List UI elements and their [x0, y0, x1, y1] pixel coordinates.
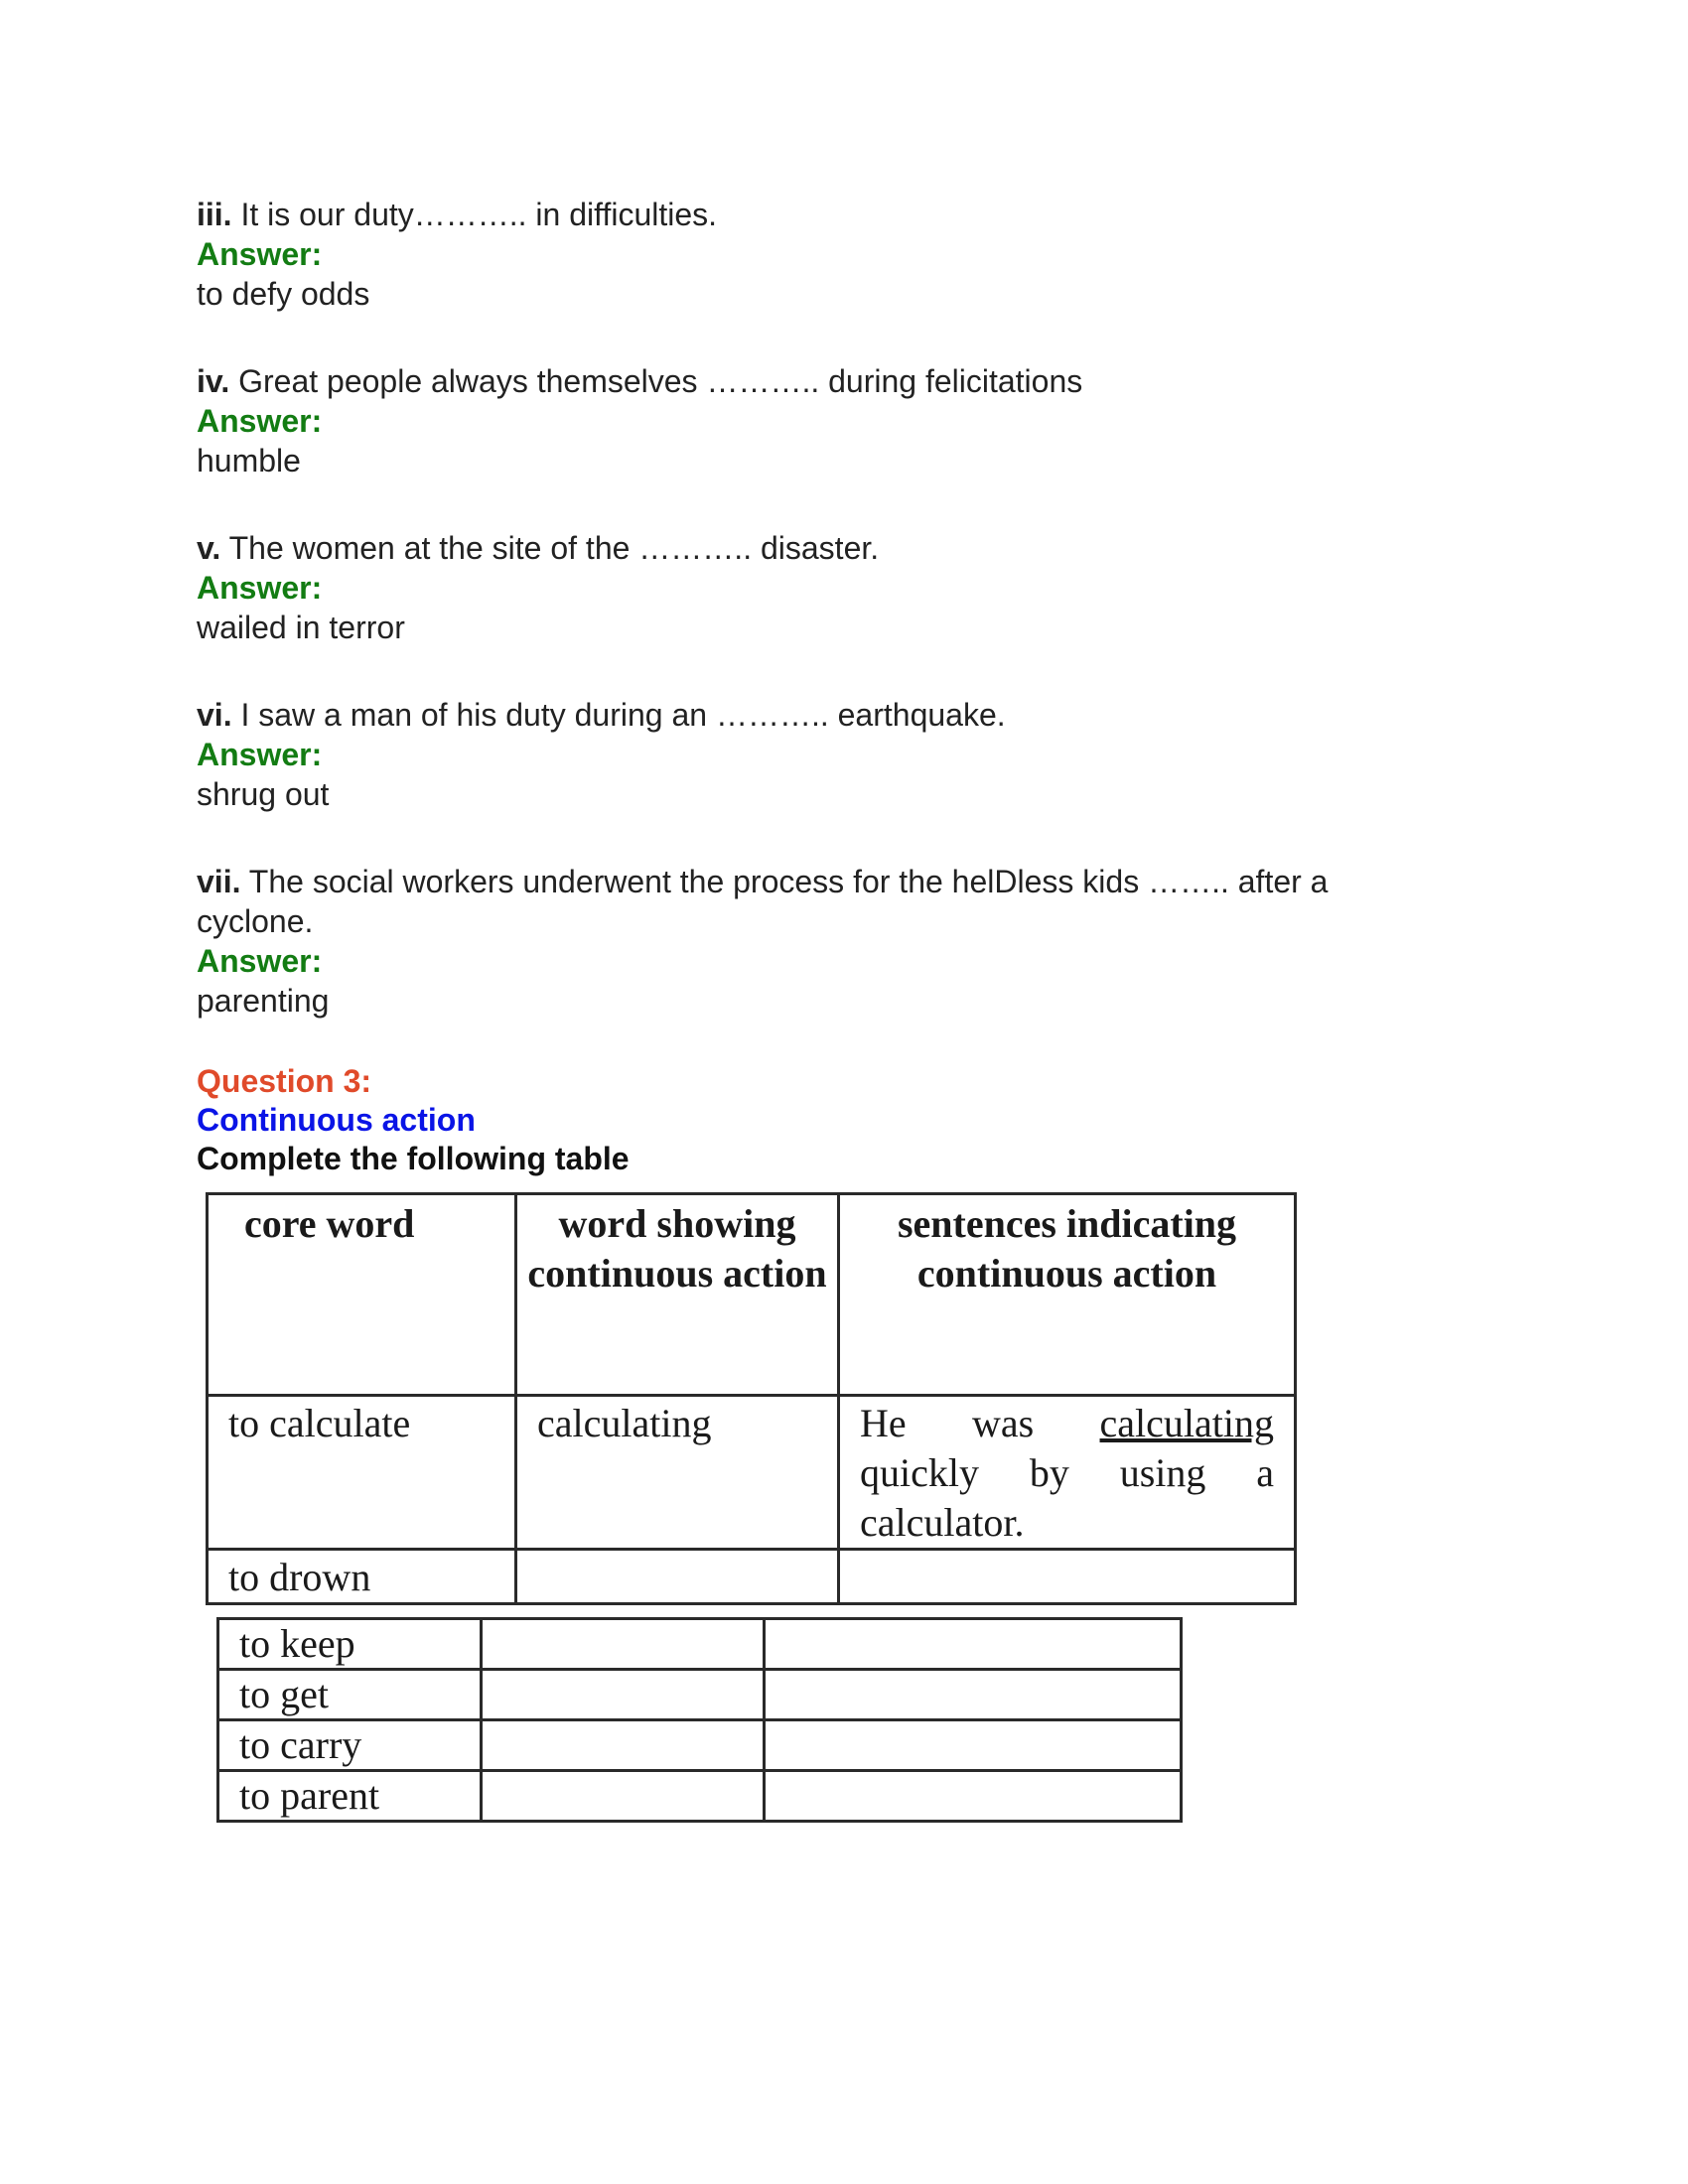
question-number: vii.: [197, 864, 241, 899]
question-number: iii.: [197, 197, 232, 232]
question-number: iv.: [197, 363, 230, 399]
sentence-underlined-word: calculating: [1099, 1401, 1274, 1445]
answer-label: Answer:: [197, 570, 323, 606]
header-word-showing: word showing continuous action: [516, 1194, 839, 1396]
question-text: [197, 862, 1388, 941]
cell-continuous-word: calculating: [516, 1396, 839, 1550]
header-sentences: sentences indicating continuous action: [839, 1194, 1296, 1396]
table-row: [208, 1396, 1296, 1550]
answer-text: wailed in terror: [197, 610, 405, 645]
question-3-subtitle: Continuous action: [197, 1102, 476, 1138]
question-3-section: [197, 1062, 1487, 1823]
cell-core-word: to drown: [208, 1550, 516, 1604]
question-text: [197, 361, 1487, 401]
question-iv: [197, 361, 1487, 480]
cell-core-word: to get: [218, 1670, 482, 1720]
question-body: It is our duty……….. in difficulties.: [231, 197, 718, 232]
table-row: [218, 1670, 1182, 1720]
page-content: [197, 195, 1487, 1823]
continuous-action-table-continued: [216, 1617, 1183, 1823]
question-text: [197, 195, 1487, 234]
cell-continuous-word-empty: [482, 1670, 765, 1720]
answer-label: Answer:: [197, 403, 323, 439]
answer-label: Answer:: [197, 943, 323, 979]
cell-sentence-empty: [765, 1670, 1182, 1720]
cell-continuous-word-empty: [482, 1619, 765, 1670]
question-v: [197, 528, 1487, 647]
cell-core-word: to parent: [218, 1771, 482, 1822]
question-text: [197, 528, 1487, 568]
answer-text: humble: [197, 443, 301, 478]
cell-core-word: to carry: [218, 1720, 482, 1771]
cell-sentence-empty: [765, 1771, 1182, 1822]
answer-label: Answer:: [197, 236, 323, 272]
table-header-row: [208, 1194, 1296, 1396]
answer-label: Answer:: [197, 737, 323, 772]
sentence-end: quickly by using a calculator.: [860, 1450, 1274, 1545]
cell-continuous-word-empty: [482, 1720, 765, 1771]
question-iii: [197, 195, 1487, 314]
cell-sentence: [839, 1396, 1296, 1550]
question-3-instruction: Complete the following table: [197, 1141, 630, 1176]
question-body: The social workers underwent the process for the helDless kids …….. after a cyclone.: [197, 864, 1329, 939]
question-vi: [197, 695, 1487, 814]
question-body: The women at the site of the ……….. disaster.: [220, 530, 880, 566]
answer-text: shrug out: [197, 776, 330, 812]
table-row: [208, 1550, 1296, 1604]
continuous-action-table: [206, 1192, 1297, 1605]
sentence-start: He was: [860, 1401, 1100, 1445]
answer-text: parenting: [197, 983, 330, 1019]
cell-continuous-word-empty: [516, 1550, 839, 1604]
cell-continuous-word-empty: [482, 1771, 765, 1822]
question-body: I saw a man of his duty during an ……….. earthquake.: [231, 697, 1006, 733]
table-row: [218, 1720, 1182, 1771]
table-row: [218, 1619, 1182, 1670]
cell-sentence-empty: [765, 1720, 1182, 1771]
question-body: Great people always themselves ……….. during felicitations: [229, 363, 1083, 399]
cell-sentence-empty: [839, 1550, 1296, 1604]
cell-core-word: to keep: [218, 1619, 482, 1670]
question-number: v.: [197, 530, 221, 566]
header-core-word: core word: [208, 1194, 516, 1396]
question-number: vi.: [197, 697, 232, 733]
cell-core-word: to calculate: [208, 1396, 516, 1550]
question-3-title: Question 3:: [197, 1063, 372, 1099]
cell-sentence-empty: [765, 1619, 1182, 1670]
question-text: [197, 695, 1487, 735]
scanned-table-image: [197, 1192, 1487, 1823]
answer-text: to defy odds: [197, 276, 370, 312]
question-vii: [197, 862, 1487, 1021]
table-row: [218, 1771, 1182, 1822]
